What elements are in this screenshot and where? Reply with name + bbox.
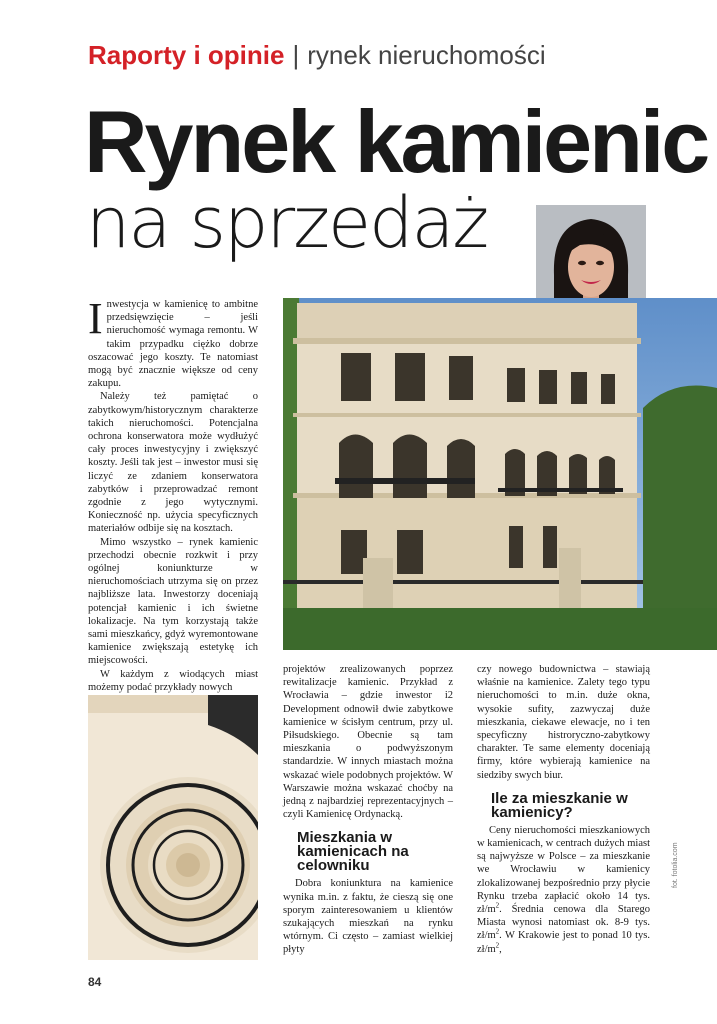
paragraph: projektów zrealizowanych poprzez rewitalizacje kamienic. Przykład z Wrocławia – gdzie inwestor i2 Development odnowił dwie zabytkowe kamienice w ścisłym centrum, przy ul. Piłsudskiego. Obecnie są tam mieszkania o podwyższonym standardzie. W innych miastach można wskazać wiele podobnych projektów. W Warszawie można wskazać choćby na jedną z najbardziej reprezentacyjnych – czyli Kamienicę Ordynacką.	[283, 664, 453, 821]
subheading-mieszkania: Mieszkania w kamienicach na celowniku	[297, 829, 409, 875]
section-label: Raporty i opinie	[88, 40, 285, 70]
article-title-line2: na sprzedaż	[86, 182, 488, 264]
paragraph: Należy też pamiętać o zabytkowym/historycznym charakterze takich nieruchomości. Potencjalna ochrona konserwatora może wydłużyć cały proces inwestycyjny i zwiększyć koszty. Jeśli tak jest – inwestor musi się liczyć ze zdaniem konserwatora zabytków i przeprowadzać remont zgodnie z jego wytycznymi. Konieczność np. użycia specyficznych materiałów odbije się na kosztach.	[88, 391, 258, 535]
paragraph: W każdym z wiodących miast możemy podać przykłady nowych	[88, 668, 258, 693]
header-separator: |	[292, 40, 300, 70]
paragraph: Inwestycja w kamienicę to ambitne przedsięwzięcie – jeśli nieruchomość wymaga remontu. W takim przypadku ciężko dobrze oszacować jego koszty. Te natomiast mogą być znacznie większe od ceny zakupu.	[88, 294, 258, 390]
article-title-line1: Rynek kamienic	[84, 92, 708, 191]
article-column-3	[477, 663, 650, 956]
photo-credit: fot. fotolia.com	[672, 842, 679, 888]
dropcap: I	[88, 294, 103, 343]
paragraph: czy nowego budownictwa – stawiają właśnie na kamienice. Zalety tego typu nieruchomości to m.in. duże okna, wysokie sufity, zazwyczaj duże mieszkania, ciekawe elewacje, no i ten specyficzny histroryczno-zabytkowy charakter. Te same elementy doceniają firmy, które wybierają kamienice na siedziby swych biur.	[477, 664, 650, 781]
page-number: 84	[88, 975, 102, 989]
article-column-1	[88, 294, 258, 694]
paragraph: Ceny nieruchomości mieszkaniowych w kamienicach, w centrach dużych miast są najwyższe w Polsce – za mieszkanie we Wrocławiu w kamienicy zlokalizowanej bezpośrednio przy płycie Rynku trzeba zapłacić około 14 tys. $zł/m^2$. Średnia cenowa dla Starego Miasta wynosi natomiast ok. 8-9 tys. $zł/m^2$. W Krakowie jest to ponad 10 tys. $zł/m^2$,	[477, 824, 650, 955]
paragraph: Dobra koniunktura na kamienice wynika m.in. z faktu, że cieszą się one sporym zainteresowaniem u klientów szukających mieszkań na rynku wtórnym. Ci często – zamiast wielkiej płyty	[283, 878, 453, 956]
staircase-photo	[88, 695, 258, 960]
article-column-2	[283, 663, 453, 957]
building-photo	[283, 298, 717, 650]
topic-label: rynek nieruchomości	[307, 40, 546, 70]
paragraph: Mimo wszystko – rynek kamienic przechodzi obecnie rozkwit i przy ogólnej koniunkturze w nieruchomościach utrzyma się on przez najbliższe lata. Inwestorzy doceniają potencjał kamienic i ich świetne lokalizacje. Na tym korzystają także sami mieszkańcy, gdyż wyremontowane kamienice zwiększają estetykę ich miejscowości.	[88, 536, 258, 667]
subheading-ceny: Ile za mieszkanie w kamienicy?	[491, 789, 628, 821]
section-header	[88, 40, 546, 71]
